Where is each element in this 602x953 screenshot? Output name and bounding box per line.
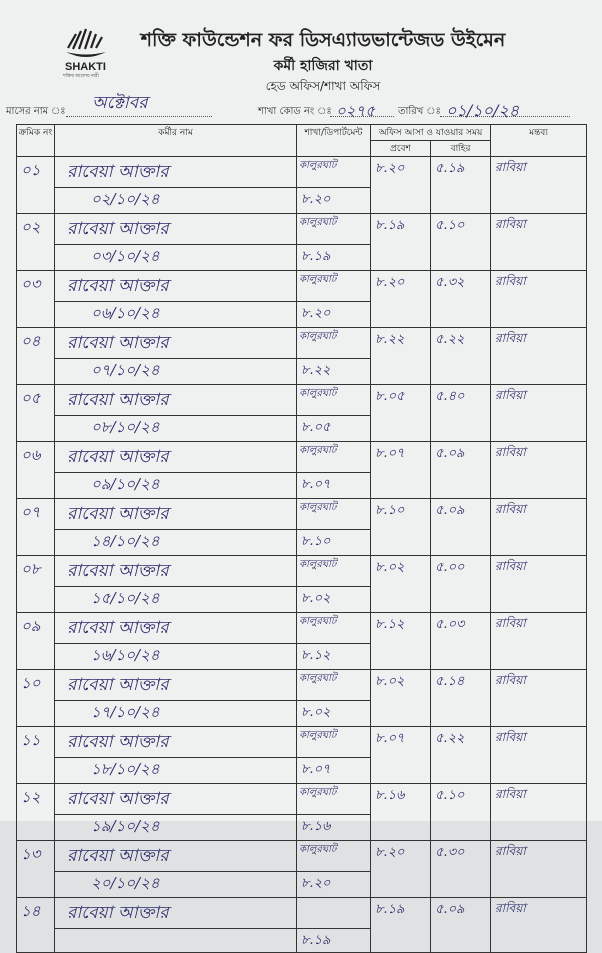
entry-time: ৮.২০ <box>375 161 405 176</box>
entry-time-cell <box>371 385 431 442</box>
branch-name: কালুরঘাট <box>299 502 337 513</box>
signature: রাবিয়া <box>495 217 526 231</box>
branch-time: ৮.১৯ <box>301 249 331 264</box>
signature-cell <box>491 385 587 442</box>
exit-time-cell <box>431 271 491 328</box>
entry-time: ৮.২০ <box>375 275 405 290</box>
branch-time-cell <box>297 587 371 613</box>
table-row <box>17 499 587 530</box>
attendance-date-cell <box>55 644 297 670</box>
branch-time: ৮.২০ <box>301 306 331 321</box>
serial-number-cell <box>17 556 55 613</box>
attendance-date-cell <box>55 302 297 328</box>
entry-time-cell <box>371 157 431 214</box>
branch-name-cell <box>297 898 371 929</box>
branch-time: ৮.১২ <box>301 648 331 663</box>
exit-time-cell <box>431 214 491 271</box>
employee-name: রাবেয়া আক্তার <box>67 732 169 752</box>
signature: রাবিয়া <box>495 502 526 516</box>
serial-number-cell <box>17 385 55 442</box>
serial-number: ১৪ <box>21 902 41 920</box>
entry-time-cell <box>371 499 431 556</box>
branch-name-cell <box>297 385 371 416</box>
col-exit: বাহির <box>431 141 491 157</box>
employee-name: রাবেয়া আক্তার <box>67 390 169 410</box>
branch-name: কালুরঘাট <box>299 445 337 456</box>
branch-time-cell <box>297 416 371 442</box>
table-row <box>17 214 587 245</box>
branch-name <box>297 898 370 899</box>
branch-time: ৮.১০ <box>301 534 331 549</box>
exit-time-cell <box>431 328 491 385</box>
entry-time-cell <box>371 556 431 613</box>
entry-time: ৮.০৭ <box>375 731 405 746</box>
attendance-date-cell <box>55 188 297 214</box>
serial-number-cell <box>17 670 55 727</box>
serial-number-cell <box>17 613 55 670</box>
col-branch: শাখা/ডিপার্টমেন্ট <box>297 125 371 157</box>
serial-number: ১২ <box>21 788 41 806</box>
signature: রাবিয়া <box>495 445 526 459</box>
serial-number-cell <box>17 214 55 271</box>
entry-time: ৮.০৫ <box>375 389 405 404</box>
exit-time: ৫.০৯ <box>435 503 465 518</box>
attendance-date-cell <box>55 359 297 385</box>
serial-number-cell <box>17 784 55 841</box>
branch-code-label: শাখা কোড নং ঃ <box>258 106 332 117</box>
exit-time-cell <box>431 157 491 214</box>
exit-time-cell <box>431 613 491 670</box>
employee-name-cell <box>55 385 297 416</box>
branch-name-cell <box>297 841 371 872</box>
entry-time-cell <box>371 613 431 670</box>
table-row <box>17 157 587 188</box>
branch-time: ৮.১৯ <box>301 933 331 948</box>
serial-number-cell <box>17 328 55 385</box>
branch-name-cell <box>297 670 371 701</box>
employee-name: রাবেয়া আক্তার <box>67 675 169 695</box>
signature-cell <box>491 670 587 727</box>
branch-time: ৮.১৬ <box>301 819 331 834</box>
entry-time-cell <box>371 271 431 328</box>
employee-name-cell <box>55 670 297 701</box>
branch-name: কালুরঘাট <box>299 730 337 741</box>
signature-cell <box>491 556 587 613</box>
entry-time: ৮.১৯ <box>375 902 405 917</box>
entry-time-cell <box>371 841 431 898</box>
branch-name: কালুরঘাট <box>299 616 337 627</box>
serial-number: ০৬ <box>21 446 41 464</box>
signature: রাবিয়া <box>495 901 526 915</box>
serial-number: ১১ <box>21 731 41 749</box>
exit-time-cell <box>431 898 491 953</box>
entry-time: ৮.২২ <box>375 332 405 347</box>
attendance-date: ০৩/১০/২৪ <box>91 247 160 265</box>
serial-number: ০২ <box>21 218 41 236</box>
attendance-date: ০৯/১০/২৪ <box>91 475 160 493</box>
entry-time-cell <box>371 670 431 727</box>
attendance-date-cell <box>55 815 297 841</box>
branch-name: কালুরঘাট <box>299 787 337 798</box>
branch-name: কালুরঘাট <box>299 217 337 228</box>
branch-time-cell <box>297 473 371 499</box>
exit-time: ৫.১০ <box>435 788 465 803</box>
serial-number: ১০ <box>21 674 41 692</box>
attendance-date-cell <box>55 245 297 271</box>
serial-number: ১৩ <box>21 845 41 863</box>
attendance-date-cell <box>55 530 297 556</box>
employee-name-cell <box>55 613 297 644</box>
branch-name-cell <box>297 499 371 530</box>
attendance-date-cell <box>55 758 297 784</box>
serial-number-cell <box>17 499 55 556</box>
exit-time: ৫.৩০ <box>435 845 465 860</box>
signature-cell <box>491 727 587 784</box>
col-remarks: মন্তব্য <box>491 125 587 157</box>
serial-number-cell <box>17 157 55 214</box>
exit-time: ৫.১৯ <box>435 161 465 176</box>
attendance-date-cell <box>55 587 297 613</box>
exit-time: ৫.০০ <box>435 560 465 575</box>
table-row <box>17 841 587 872</box>
signature-cell <box>491 784 587 841</box>
attendance-date: ১৯/১০/২৪ <box>91 817 160 835</box>
employee-name: রাবেয়া আক্তার <box>67 561 169 581</box>
attendance-date-cell <box>55 416 297 442</box>
signature: রাবিয়া <box>495 331 526 345</box>
attendance-table <box>16 124 587 953</box>
table-row <box>17 556 587 587</box>
sheet-title: কর্মী হাজিরা খাতা <box>273 58 373 74</box>
signature-cell <box>491 613 587 670</box>
employee-name-cell <box>55 442 297 473</box>
entry-time: ৮.১৬ <box>375 788 405 803</box>
logo-text: SHAKTI <box>65 61 106 73</box>
signature-cell <box>491 499 587 556</box>
exit-time-cell <box>431 670 491 727</box>
attendance-date: ০৬/১০/২৪ <box>91 304 160 322</box>
branch-time: ৮.০৫ <box>301 420 331 435</box>
branch-name-cell <box>297 556 371 587</box>
employee-name-cell <box>55 214 297 245</box>
branch-name-cell <box>297 271 371 302</box>
exit-time-cell <box>431 556 491 613</box>
attendance-date-cell <box>55 872 297 898</box>
branch-time-cell <box>297 872 371 898</box>
signature: রাবিয়া <box>495 730 526 744</box>
branch-name-cell <box>297 727 371 758</box>
attendance-date: ১৪/১০/২৪ <box>91 532 160 550</box>
branch-name: কালুরঘাট <box>299 160 337 171</box>
serial-number-cell <box>17 271 55 328</box>
branch-name: কালুরঘাট <box>299 388 337 399</box>
entry-time: ৮.০২ <box>375 674 405 689</box>
branch-time-cell <box>297 815 371 841</box>
entry-time: ৮.২০ <box>375 845 405 860</box>
entry-time-cell <box>371 328 431 385</box>
col-timing: অফিস আসা ও যাওয়ার সময় <box>371 125 491 141</box>
branch-time-cell <box>297 359 371 385</box>
branch-time: ৮.০৭ <box>301 762 331 777</box>
branch-time: ৮.০২ <box>301 591 331 606</box>
serial-number: ০৩ <box>21 275 41 293</box>
branch-time-cell <box>297 302 371 328</box>
signature: রাবিয়া <box>495 673 526 687</box>
logo-tagline: শক্তির আলোয় নারী <box>63 74 99 78</box>
employee-name: রাবেয়া আক্তার <box>67 447 169 467</box>
org-title: শক্তি ফাউন্ডেশন ফর ডিসএ্যাডভান্টেজড উইমেন <box>140 29 506 51</box>
employee-name-cell <box>55 727 297 758</box>
branch-time-cell <box>297 644 371 670</box>
col-serial: ক্রমিক নং <box>17 125 55 157</box>
col-name: কর্মীর নাম <box>55 125 297 157</box>
branch-time: ৮.০২ <box>301 705 331 720</box>
attendance-date: ১৫/১০/২৪ <box>91 589 160 607</box>
exit-time-cell <box>431 841 491 898</box>
employee-name-cell <box>55 898 297 929</box>
attendance-date-cell <box>55 701 297 727</box>
table-row <box>17 670 587 701</box>
exit-time: ৫.০৩ <box>435 617 465 632</box>
employee-name-cell <box>55 328 297 359</box>
serial-number: ০৪ <box>21 332 41 350</box>
exit-time: ৫.০৯ <box>435 902 465 917</box>
table-row <box>17 784 587 815</box>
table-row <box>17 613 587 644</box>
exit-time: ৫.৩২ <box>435 275 465 290</box>
signature-cell <box>491 214 587 271</box>
table-row <box>17 385 587 416</box>
signature-cell <box>491 442 587 499</box>
branch-name-cell <box>297 613 371 644</box>
serial-number-cell <box>17 727 55 784</box>
serial-number-cell <box>17 841 55 898</box>
branch-time-cell <box>297 188 371 214</box>
date-value: ০১/১০/২৪ <box>446 101 520 120</box>
signature-cell <box>491 328 587 385</box>
branch-time: ৮.২২ <box>301 363 331 378</box>
exit-time: ৫.১৪ <box>435 674 465 689</box>
employee-name: রাবেয়া আক্তার <box>67 789 169 809</box>
date-label: তারিখ ঃ <box>398 106 441 117</box>
exit-time: ৫.১০ <box>435 218 465 233</box>
attendance-date: ১৭/১০/২৪ <box>91 703 160 721</box>
table-row <box>17 328 587 359</box>
office-line: হেড অফিস/শাখা অফিস <box>265 79 381 93</box>
entry-time: ৮.১২ <box>375 617 405 632</box>
branch-time-cell <box>297 530 371 556</box>
branch-name: কালুরঘাট <box>299 844 337 855</box>
signature-cell <box>491 271 587 328</box>
employee-name-cell <box>55 271 297 302</box>
attendance-date: ০৮/১০/২৪ <box>91 418 160 436</box>
signature-cell <box>491 898 587 953</box>
branch-time: ৮.২০ <box>301 876 331 891</box>
serial-number-cell <box>17 442 55 499</box>
branch-name-cell <box>297 784 371 815</box>
entry-time-cell <box>371 727 431 784</box>
signature-cell <box>491 157 587 214</box>
serial-number: ০৭ <box>21 503 41 521</box>
employee-name-cell <box>55 784 297 815</box>
branch-name-cell <box>297 157 371 188</box>
branch-code-value: ০২৭৫ <box>336 102 375 120</box>
employee-name: রাবেয়া আক্তার <box>67 618 169 638</box>
branch-time-cell <box>297 245 371 271</box>
employee-name: রাবেয়া আক্তার <box>67 333 169 353</box>
month-value: অক্টোবর <box>92 93 148 113</box>
attendance-date: ১৮/১০/২৪ <box>91 760 160 778</box>
exit-time: ৫.২২ <box>435 731 465 746</box>
exit-time-cell <box>431 385 491 442</box>
branch-name-cell <box>297 442 371 473</box>
serial-number: ০৯ <box>21 617 41 635</box>
attendance-date: ২০/১০/২৪ <box>91 874 160 892</box>
attendance-date: ০৭/১০/২৪ <box>91 361 160 379</box>
branch-name: কালুরঘাট <box>299 274 337 285</box>
branch-time: ৮.২০ <box>301 192 331 207</box>
employee-name-cell <box>55 499 297 530</box>
entry-time: ৮.১৯ <box>375 218 405 233</box>
signature: রাবিয়া <box>495 274 526 288</box>
branch-time-cell <box>297 701 371 727</box>
exit-time: ৫.৪০ <box>435 389 465 404</box>
employee-name-cell <box>55 841 297 872</box>
employee-name: রাবেয়া আক্তার <box>67 162 169 182</box>
attendance-date: ০২/১০/২৪ <box>91 190 160 208</box>
employee-name: রাবেয়া আক্তার <box>67 846 169 866</box>
signature: রাবিয়া <box>495 787 526 801</box>
employee-name: রাবেয়া আক্তার <box>67 219 169 239</box>
exit-time-cell <box>431 499 491 556</box>
branch-name-cell <box>297 214 371 245</box>
exit-time-cell <box>431 442 491 499</box>
table-row <box>17 727 587 758</box>
entry-time-cell <box>371 784 431 841</box>
branch-name: কালুরঘাট <box>299 559 337 570</box>
serial-number-cell <box>17 898 55 953</box>
attendance-date: ১৬/১০/২৪ <box>91 646 160 664</box>
signature-cell <box>491 841 587 898</box>
month-label: মাসের নাম ঃ <box>6 106 66 117</box>
col-entry: প্রবেশ <box>371 141 431 157</box>
exit-time-cell <box>431 784 491 841</box>
exit-time: ৫.০৯ <box>435 446 465 461</box>
branch-time-cell <box>297 758 371 784</box>
signature: রাবিয়া <box>495 844 526 858</box>
signature: রাবিয়া <box>495 559 526 573</box>
employee-name: রাবেয়া আক্তার <box>67 504 169 524</box>
entry-time-cell <box>371 442 431 499</box>
exit-time: ৫.২২ <box>435 332 465 347</box>
entry-time: ৮.১০ <box>375 503 405 518</box>
entry-time: ৮.০২ <box>375 560 405 575</box>
exit-time-cell <box>431 727 491 784</box>
entry-time-cell <box>371 214 431 271</box>
entry-time-cell <box>371 898 431 953</box>
table-row <box>17 898 587 929</box>
branch-name-cell <box>297 328 371 359</box>
signature: রাবিয়া <box>495 616 526 630</box>
employee-name-cell <box>55 157 297 188</box>
table-row <box>17 271 587 302</box>
attendance-date-cell <box>55 929 297 953</box>
signature: রাবিয়া <box>495 160 526 174</box>
table-row <box>17 442 587 473</box>
employee-name: রাবেয়া আক্তার <box>67 903 169 923</box>
serial-number: ০১ <box>21 161 41 179</box>
branch-time-cell <box>297 929 371 953</box>
employee-name: রাবেয়া আক্তার <box>67 276 169 296</box>
branch-time: ৮.০৭ <box>301 477 331 492</box>
branch-name: কালুরঘাট <box>299 331 337 342</box>
serial-number: ০৫ <box>21 389 41 407</box>
employee-name-cell <box>55 556 297 587</box>
entry-time: ৮.০৭ <box>375 446 405 461</box>
signature: রাবিয়া <box>495 388 526 402</box>
branch-name: কালুরঘাট <box>299 673 337 684</box>
attendance-date-cell <box>55 473 297 499</box>
serial-number: ০৮ <box>21 560 41 578</box>
